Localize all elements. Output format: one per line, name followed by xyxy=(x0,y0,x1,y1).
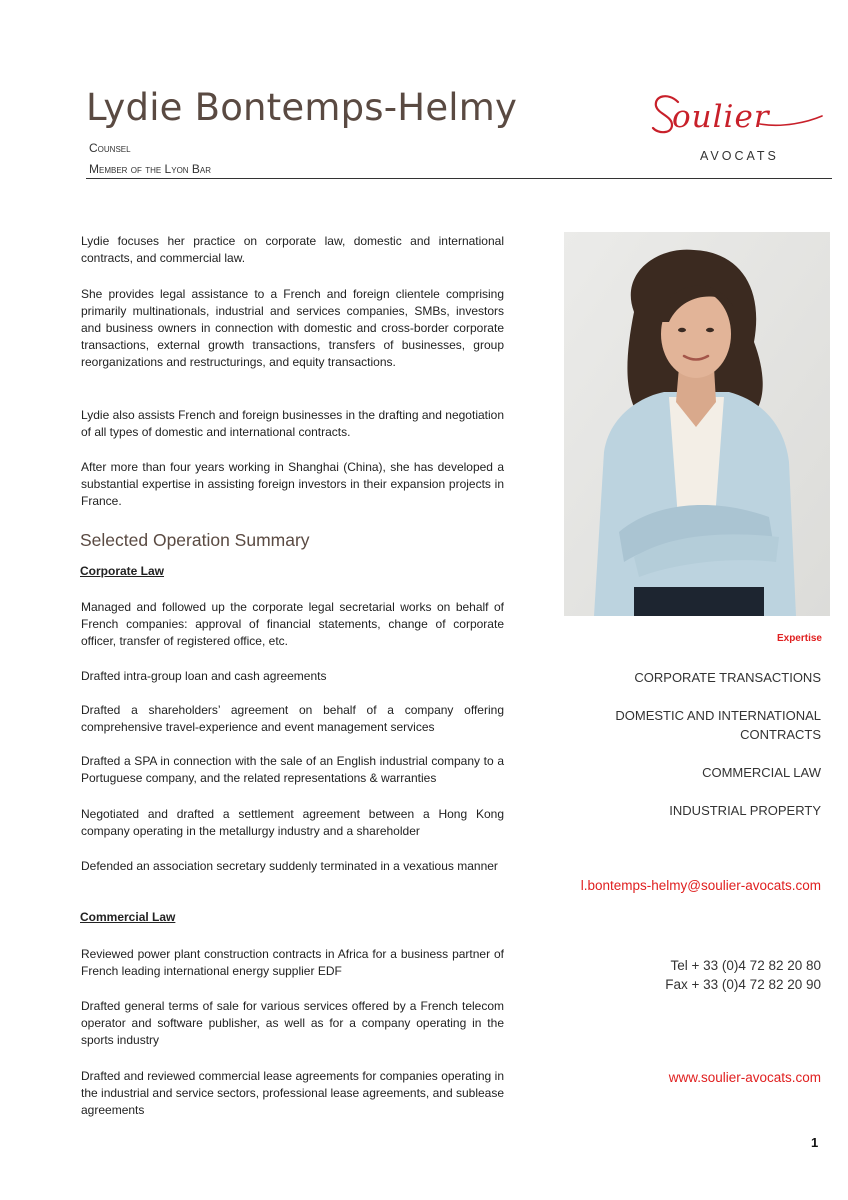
section-heading: Selected Operation Summary xyxy=(80,530,310,550)
expertise-line: INDUSTRIAL PROPERTY xyxy=(669,803,821,818)
bio-paragraph: Lydie focuses her practice on corporate law, domestic and international contracts, and commercial law. xyxy=(81,234,504,265)
expertise-item xyxy=(615,706,821,744)
website-link[interactable]: www.soulier-avocats.com xyxy=(668,1070,821,1085)
operation-item: Managed and followed up the corporate legal secretarial works on behalf of French companies: approval of financial statements, change of corporate officer, transfer of registered office, etc. xyxy=(81,600,504,648)
expertise-title: Expertise xyxy=(776,633,822,644)
operation-item: Reviewed power plant construction contracts in Africa for a business partner of French leading international energy supplier EDF xyxy=(81,947,504,978)
header-divider xyxy=(86,178,832,179)
fax: Fax + 33 (0)4 72 82 20 90 xyxy=(665,977,821,992)
bio-paragraph: Lydie also assists French and foreign businesses in the drafting and negotiation of all types of domestic and international contracts. xyxy=(81,408,504,439)
bio-paragraph: After more than four years working in Shanghai (China), she has developed a substantial expertise in assisting foreign investors in their expansion projects in France. xyxy=(81,460,504,508)
expertise-item xyxy=(634,668,821,687)
job-title: Counsel xyxy=(89,141,131,155)
svg-text:oulier: oulier xyxy=(672,99,770,135)
telephone: Tel + 33 (0)4 72 82 20 80 xyxy=(670,958,821,973)
operation-item: Drafted intra-group loan and cash agreements xyxy=(81,669,327,683)
operation-item: Defended an association secretary suddenly terminated in a vexatious manner xyxy=(81,859,498,873)
page-number: 1 xyxy=(811,1135,819,1150)
logo-subtitle: AVOCATS xyxy=(700,149,779,163)
phone-block xyxy=(665,956,821,994)
expertise-line: CONTRACTS xyxy=(740,727,821,742)
email-link[interactable]: l.bontemps-helmy@soulier-avocats.com xyxy=(580,878,821,893)
bio-paragraph: She provides legal assistance to a French and foreign clientele comprising primarily multinationals, industrial and services companies, SMBs, investors and business owners in connection with domestic and cross-border corporate transactions, external growth transactions, transfers of businesses, group reorganizations and restructurings, and equity transactions. xyxy=(81,287,504,369)
operation-item: Drafted and reviewed commercial lease agreements for companies operating in the industrial and service sectors, professional lease agreements, and sublease agreements xyxy=(81,1069,504,1117)
bar-membership: Member of the Lyon Bar xyxy=(89,162,212,176)
person-name: Lydie Bontemps-Helmy xyxy=(86,86,518,129)
expertise-line: COMMERCIAL LAW xyxy=(702,765,821,780)
operation-item: Drafted general terms of sale for various services offered by a French telecom operator and software publisher, as well as for a company operating in the sports industry xyxy=(81,999,504,1047)
portrait-photo xyxy=(564,232,830,616)
operation-item: Drafted a shareholders’ agreement on behalf of a company offering comprehensive travel-experience and event management services xyxy=(81,703,504,734)
expertise-item xyxy=(669,801,821,820)
operation-item: Drafted a SPA in connection with the sale of an English industrial company to a Portuguese company, and the related representations & warranties xyxy=(81,754,504,785)
soulier-avocats-logo xyxy=(648,88,828,168)
operation-item: Negotiated and drafted a settlement agreement between a Hong Kong company operating in the metallurgy industry and a shareholder xyxy=(81,807,504,838)
expertise-line: DOMESTIC AND INTERNATIONAL xyxy=(615,708,821,723)
subsection-heading-corporate: Corporate Law xyxy=(80,564,165,578)
subsection-heading-commercial: Commercial Law xyxy=(80,910,176,924)
expertise-line: CORPORATE TRANSACTIONS xyxy=(634,670,821,685)
expertise-item xyxy=(702,763,821,782)
